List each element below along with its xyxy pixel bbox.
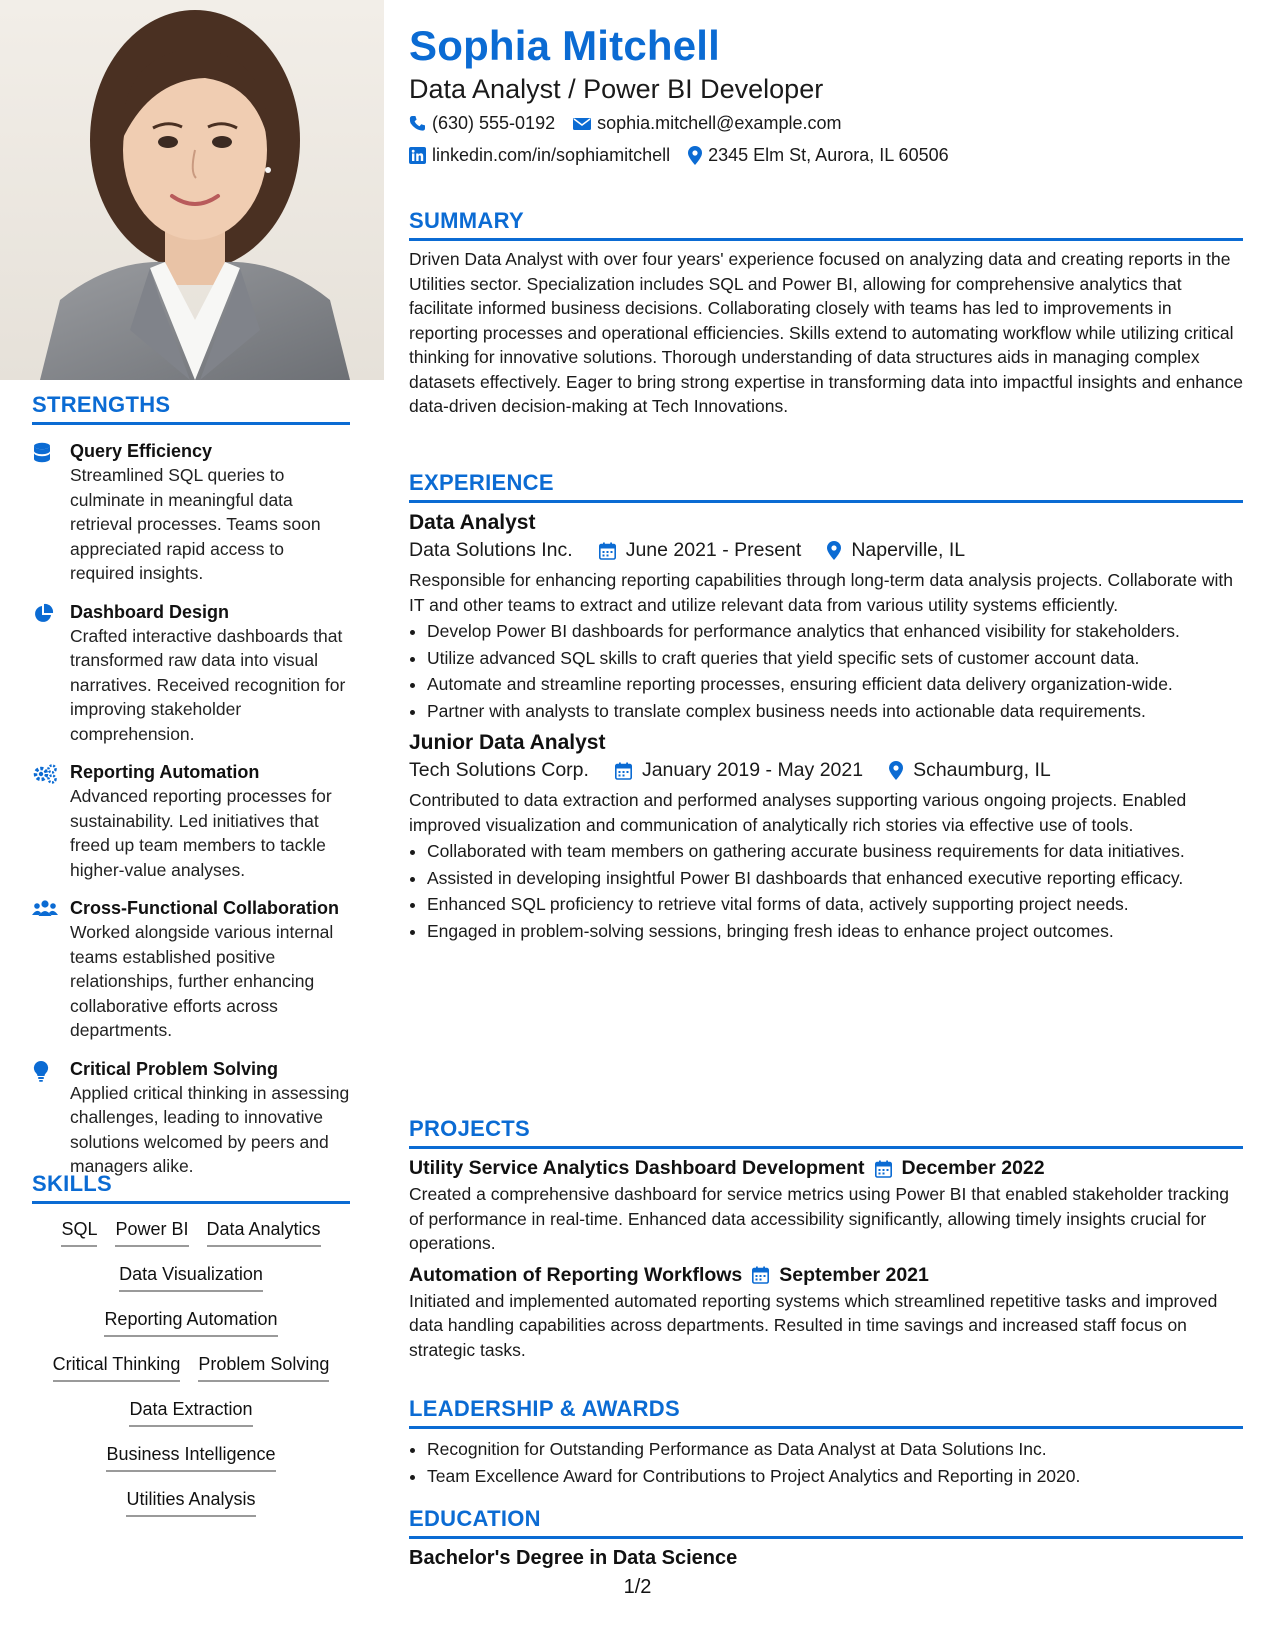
skills-section (32, 1171, 350, 1517)
list-item: • Assisted in developing insightful Power BI dashboards that enhanced executive reporting efficacy. (427, 866, 1243, 891)
job-meta (409, 759, 1243, 782)
project-date: September 2021 (779, 1263, 929, 1286)
job-dates: January 2019 - May 2021 (641, 759, 864, 781)
job-entry (409, 511, 1243, 723)
job-location: Schaumburg, IL (913, 759, 1051, 781)
skill-row (32, 1441, 350, 1472)
map-pin-icon (889, 761, 903, 780)
candidate-headline: Data Analyst / Power BI Developer (409, 74, 824, 104)
strength-title: Query Efficiency (70, 441, 213, 461)
job-dates: June 2021 - Present (625, 539, 802, 561)
map-pin-icon (688, 146, 702, 165)
skill-tag: Business Intelligence (106, 1441, 275, 1472)
list-item: • Team Excellence Award for Contributions to Project Analytics and Reporting in 2020. (427, 1464, 1243, 1489)
summary-text: Driven Data Analyst with over four years' experience focused on analyzing data and creating reports in the Utilities sector. Specialization includes SQL and Power BI, allowing for comprehensive analytics that facilitate informed business decisions. Collaborating closely with teams has led to improvements in reporting processes and operational efficiencies. Skills extend to automating workflow while utilizing critical thinking for innovative solutions. Thorough understanding of data structures aids in managing complex datasets effectively. Eager to bring strong expertise in transforming data into impactful insights and enhance data-driven decision-making at Tech Innovations. (409, 249, 1243, 416)
strength-description: Streamlined SQL queries to culminate in meaningful data retrieval processes. Teams soon appreciated rapid access to required insights. (70, 465, 321, 583)
list-item: • Recognition for Outstanding Performance as Data Analyst at Data Solutions Inc. (427, 1437, 1243, 1462)
list-item: • Develop Power BI dashboards for performance analytics that enhanced visibility for stakeholders. (427, 619, 1243, 644)
education-heading: EDUCATION (409, 1506, 1243, 1539)
strength-title: Cross-Functional Collaboration (70, 898, 340, 918)
skill-row (32, 1261, 350, 1292)
phone-icon (409, 115, 426, 132)
skills-heading: SKILLS (32, 1171, 350, 1204)
awards-section (409, 1396, 1243, 1490)
list-item: • Utilize advanced SQL skills to craft queries that yield specific sets of customer account data. (427, 646, 1243, 671)
project-description: Initiated and implemented automated reporting systems which streamlined repetitive tasks and improved data handling capabilities across departments. Resulted in time savings and increased staff focus on strategic tasks. (409, 1290, 1218, 1360)
degree-title: Bachelor's Degree in Data Science (409, 1547, 738, 1569)
list-item: • Collaborated with team members on gathering accurate business requirements for data initiatives. (427, 839, 1243, 864)
page-number: 1/2 (623, 1576, 652, 1598)
strengths-section (32, 392, 350, 1179)
calendar-icon (615, 762, 632, 780)
calendar-icon (752, 1266, 769, 1284)
calendar-icon (875, 1160, 892, 1178)
job-description: Responsible for enhancing reporting capabilities through long-term data analysis projects. Collaborate with IT and other teams to extract and utilize relevant data from various utility systems efficiently. (409, 570, 1233, 615)
strength-description: Worked alongside various internal teams established positive relationships, further enhancing collaborative efforts across departments. (70, 922, 334, 1040)
pie-chart-icon (32, 600, 70, 747)
users-icon (32, 896, 70, 1043)
strength-title: Critical Problem Solving (70, 1058, 279, 1079)
candidate-name: Sophia Mitchell (409, 22, 721, 69)
company-name: Tech Solutions Corp. (409, 759, 589, 781)
strength-item (32, 439, 350, 586)
contact-row (409, 145, 949, 166)
projects-heading: PROJECTS (409, 1116, 1243, 1149)
strength-title: Dashboard Design (70, 601, 230, 622)
strength-item (32, 1057, 350, 1179)
strength-description: Crafted interactive dashboards that transformed raw data into visual narratives. Received recognition for improving stakeholder comprehension. (70, 625, 346, 744)
projects-section (409, 1116, 1243, 1362)
skill-tag: Power BI (115, 1216, 188, 1247)
list-item: • Automate and streamline reporting processes, ensuring efficient data delivery organization-wide. (427, 672, 1243, 697)
awards-list (409, 1437, 1243, 1488)
list-item: • Enhanced SQL proficiency to retrieve vital forms of data, actively supporting project needs. (427, 892, 1243, 917)
email-address: sophia.mitchell@example.com (597, 113, 842, 133)
calendar-icon (599, 542, 616, 560)
job-bullets (409, 839, 1243, 943)
job-bullets (409, 619, 1243, 723)
skill-tag: Reporting Automation (104, 1306, 277, 1337)
skill-tag: Utilities Analysis (126, 1486, 255, 1517)
profile-photo (0, 0, 384, 380)
company-name: Data Solutions Inc. (409, 539, 573, 561)
summary-heading: SUMMARY (409, 208, 1243, 241)
job-description: Contributed to data extraction and performed analyses supporting various ongoing projects. Enabled improved visualization and communication of analytically rich stories via effective use of tools. (409, 790, 1187, 835)
project-title: Utility Service Analytics Dashboard Development (409, 1157, 865, 1179)
project-description: Created a comprehensive dashboard for service metrics using Power BI that enabled stakeholder tracking of performance in real-time. Enhanced data accessibility significantly, allowing timely insights crucial for operations. (409, 1184, 1230, 1253)
database-icon (32, 439, 70, 586)
skill-tag: Data Analytics (207, 1216, 321, 1247)
experience-heading: EXPERIENCE (409, 470, 1243, 503)
job-entry (409, 731, 1243, 943)
skill-tag: Problem Solving (198, 1351, 329, 1382)
project-title: Automation of Reporting Workflows (409, 1263, 743, 1286)
experience-section (409, 470, 1243, 945)
education-section (409, 1506, 1243, 1570)
phone-number: (630) 555-0192 (432, 113, 556, 133)
skill-tag: Critical Thinking (53, 1351, 181, 1382)
project-entry (409, 1157, 1243, 1256)
job-meta (409, 539, 1243, 562)
gears-icon (32, 760, 70, 882)
skill-tag: Data Extraction (129, 1396, 252, 1427)
linkedin-url[interactable]: linkedin.com/in/sophiamitchell (432, 145, 671, 165)
project-date: December 2022 (901, 1157, 1045, 1179)
strength-item (32, 600, 350, 747)
job-title: Data Analyst (409, 511, 536, 534)
strength-item (32, 896, 350, 1043)
map-pin-icon (827, 541, 841, 560)
strengths-heading: STRENGTHS (32, 392, 350, 425)
skill-row (32, 1216, 350, 1247)
skill-row (32, 1396, 350, 1427)
skill-row (32, 1306, 350, 1337)
strength-description: Applied critical thinking in assessing challenges, leading to innovative solutions welcomed by peers and managers alike. (70, 1082, 350, 1176)
summary-section (409, 208, 1243, 419)
job-title: Junior Data Analyst (409, 731, 606, 754)
awards-heading: LEADERSHIP & AWARDS (409, 1396, 1243, 1429)
list-item: • Partner with analysts to translate complex business needs into actionable data requirements. (427, 699, 1243, 724)
contact-row (409, 113, 841, 134)
strength-description: Advanced reporting processes for sustainability. Led initiatives that freed up team members to tackle higher-value analyses. (70, 786, 332, 880)
project-entry (409, 1264, 1243, 1363)
left-column (0, 0, 384, 1650)
envelope-icon (573, 117, 591, 131)
skill-tag: SQL (61, 1216, 97, 1247)
job-location: Naperville, IL (851, 539, 966, 561)
skill-row (32, 1351, 350, 1382)
linkedin-icon (409, 147, 426, 164)
strength-item (32, 760, 350, 882)
skill-tag: Data Visualization (119, 1261, 263, 1292)
lightbulb-icon (32, 1057, 70, 1179)
list-item: • Engaged in problem-solving sessions, bringing fresh ideas to enhance project outcomes. (427, 919, 1243, 944)
strength-title: Reporting Automation (70, 762, 260, 782)
home-address: 2345 Elm St, Aurora, IL 60506 (708, 145, 949, 165)
skill-row (32, 1486, 350, 1517)
